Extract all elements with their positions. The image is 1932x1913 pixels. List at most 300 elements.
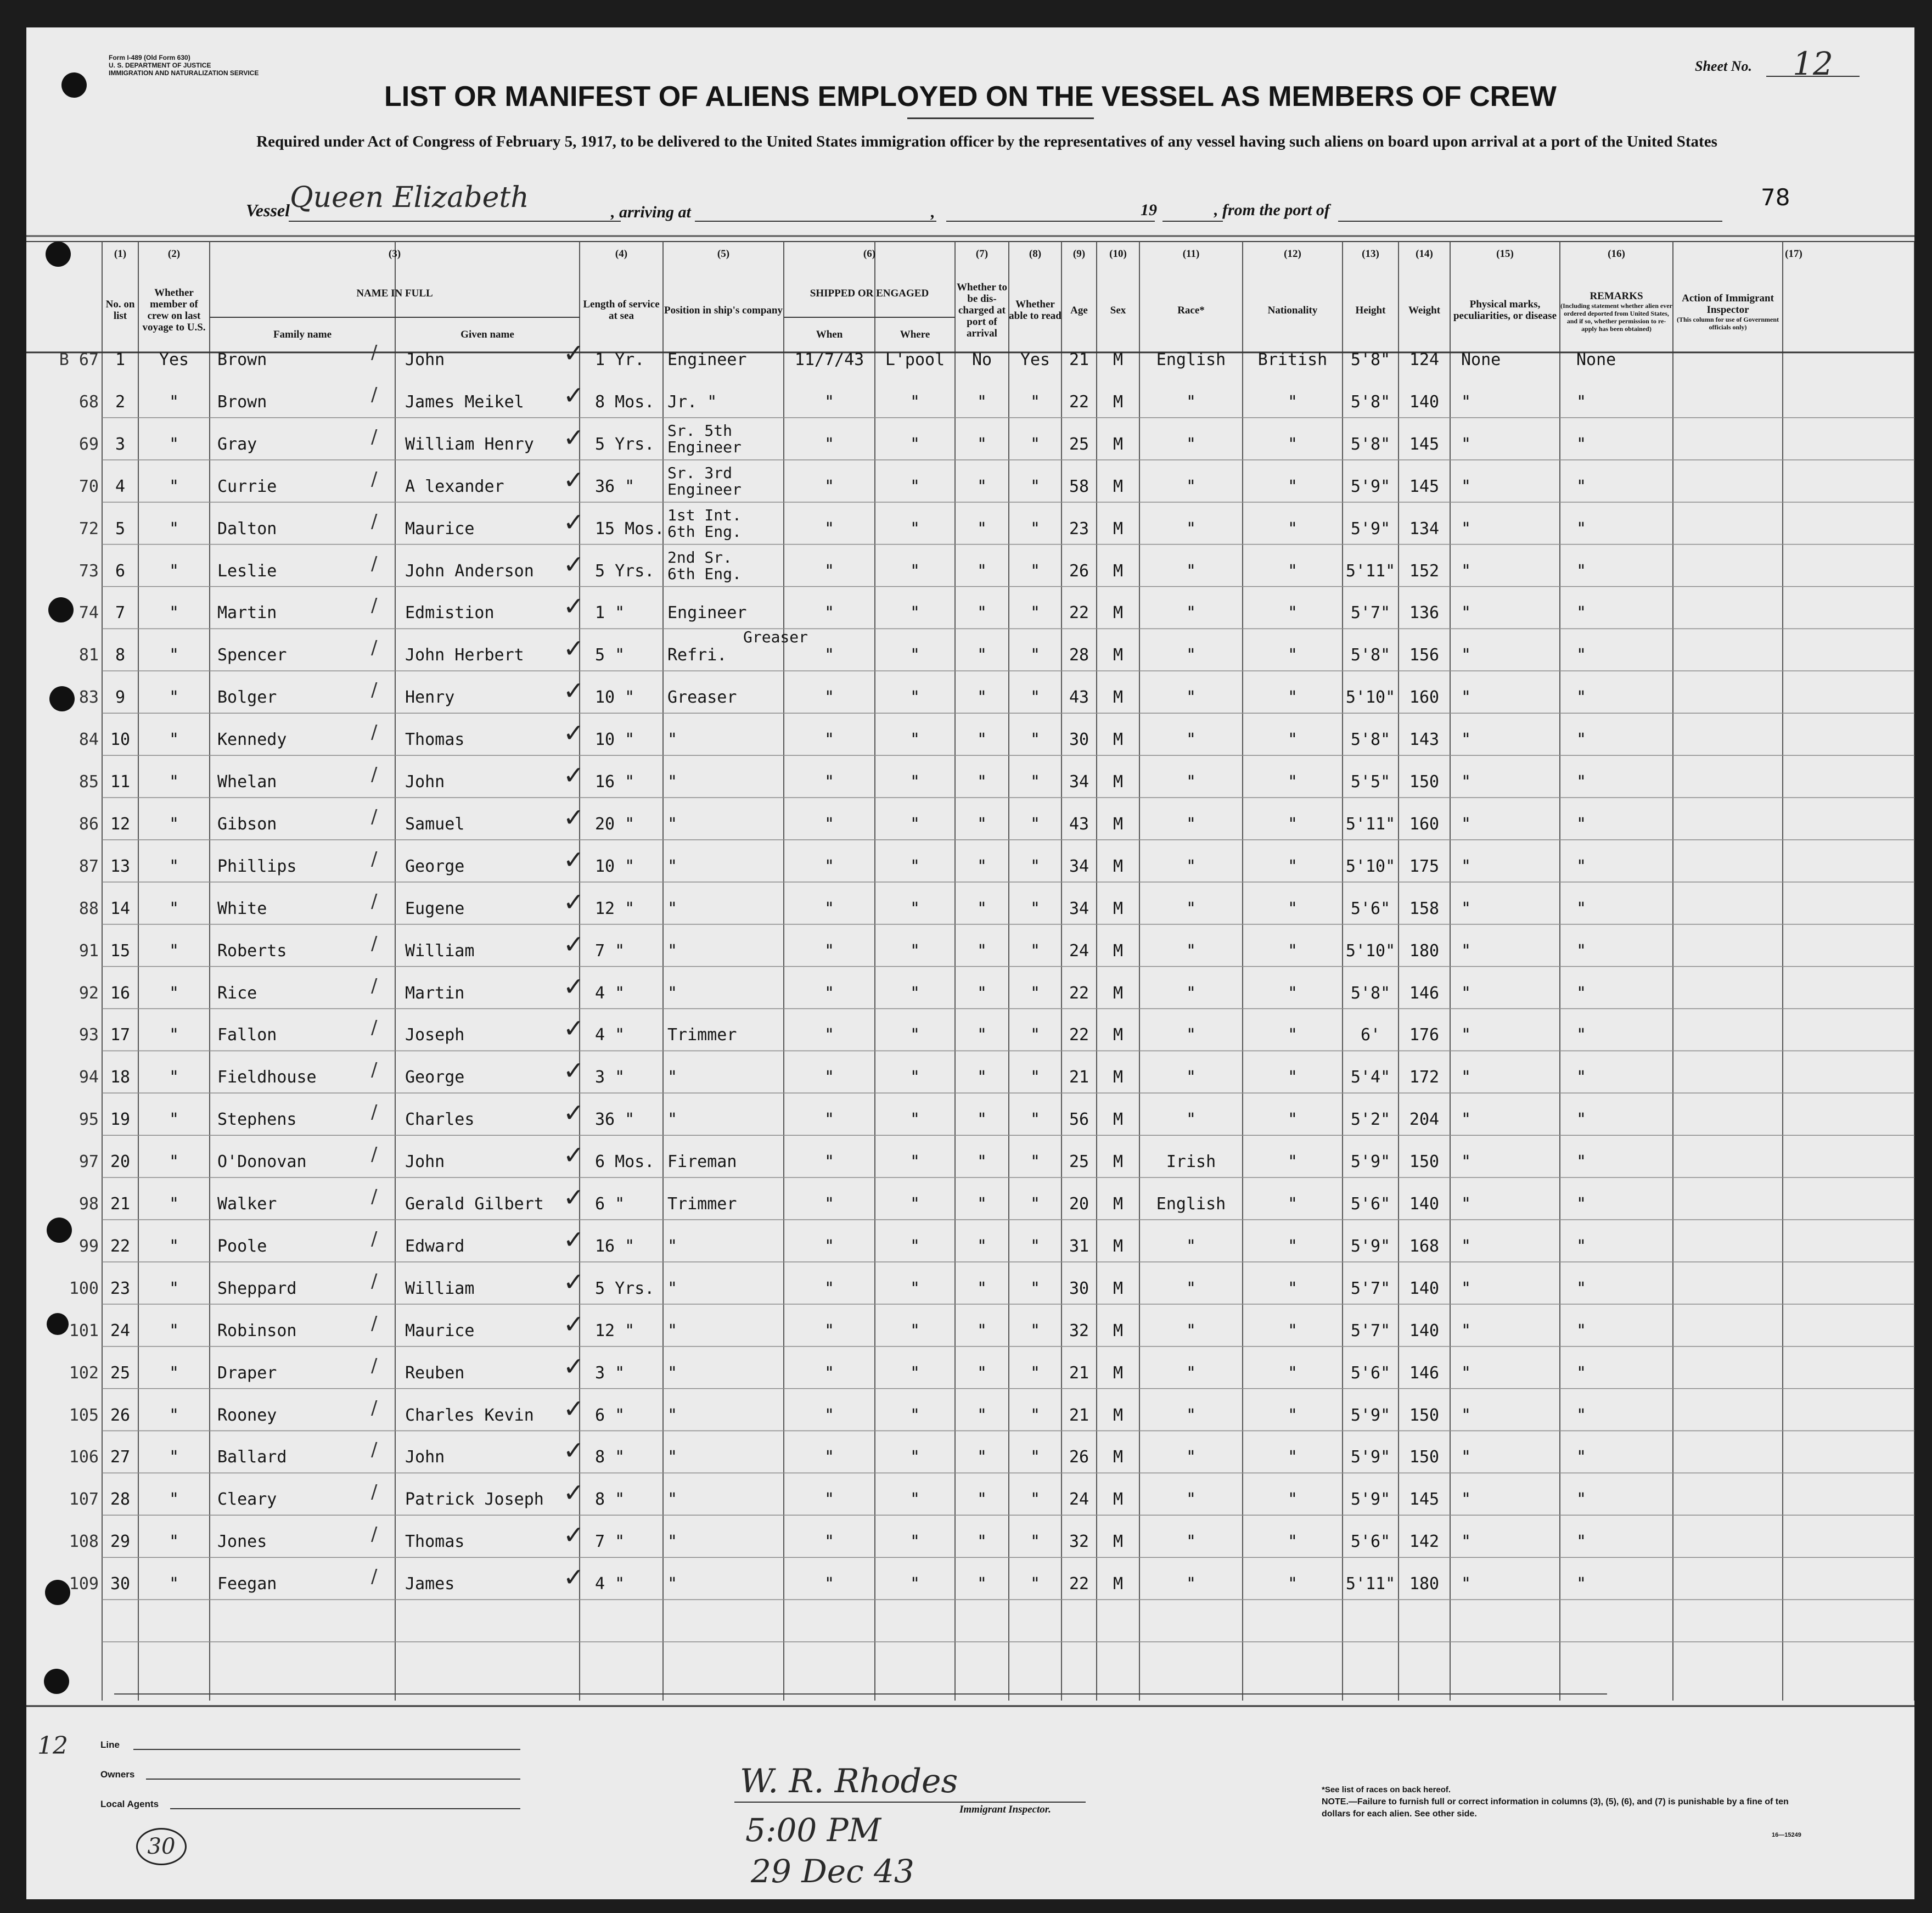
shipped-where: " [909, 1194, 920, 1214]
to-be-discharged: " [976, 1110, 987, 1130]
age: 30 [1069, 1278, 1089, 1298]
age: 25 [1069, 434, 1089, 454]
family-name: Leslie [217, 561, 277, 581]
page-subtitle: Required under Act of Congress of February 5, 1917, to be delivered to the United States immigration officer by the representatives of any vessel having such aliens on board upon arrival at a port of the United States [256, 133, 1717, 150]
sex: M [1113, 476, 1124, 496]
physical-marks: " [1461, 1363, 1472, 1383]
shipped-when: " [824, 476, 835, 496]
manifest-number: 84 [78, 730, 99, 750]
length-of-service: 5 Yrs. [595, 1278, 655, 1298]
physical-marks: " [1461, 434, 1472, 454]
weight: 152 [1409, 561, 1440, 581]
given-name: Joseph [405, 1025, 465, 1045]
physical-marks: " [1461, 983, 1472, 1003]
length-of-service: 16 " [595, 1236, 635, 1256]
position: " [667, 730, 678, 750]
family-name: Phillips [217, 856, 297, 876]
sex: M [1113, 603, 1124, 623]
vessel-name: Queen Elizabeth [290, 181, 529, 214]
manifest-number: 108 [69, 1532, 99, 1552]
row-number: 6 [115, 561, 126, 581]
race: English [1156, 1194, 1226, 1214]
check-mark: ✓ [563, 929, 585, 959]
remarks: " [1576, 772, 1587, 792]
able-to-read: " [1030, 899, 1041, 918]
race: " [1186, 1278, 1197, 1298]
last-voyage: " [169, 899, 179, 918]
manifest-number: 95 [78, 1110, 99, 1130]
position: Trimmer [667, 1025, 737, 1045]
check-mark: ✓ [563, 1562, 585, 1592]
action-title: Action of Immigrant Inspector [1682, 292, 1774, 316]
race: " [1186, 434, 1197, 454]
given-name: Patrick Joseph [405, 1490, 544, 1510]
weight: 150 [1409, 772, 1440, 792]
manifest-number: 93 [78, 1025, 99, 1045]
last-voyage: " [169, 392, 179, 412]
race: " [1186, 814, 1197, 834]
name-tick: / [371, 805, 378, 828]
col-shipped-or-engaged: SHIPPED OR ENGAGED [810, 287, 929, 299]
sheet-no-label: Sheet No. [1695, 58, 1752, 74]
weight: 150 [1409, 1448, 1440, 1467]
given-name: William [405, 941, 475, 961]
row-number: 24 [110, 1321, 131, 1340]
print-code: 16—15249 [1772, 1832, 1801, 1838]
sex: M [1113, 856, 1124, 876]
age: 26 [1069, 1448, 1089, 1467]
sex: M [1113, 899, 1124, 918]
to-be-discharged: " [976, 1490, 987, 1510]
name-tick: / [371, 890, 378, 912]
row-number: 13 [110, 856, 131, 876]
to-be-discharged: " [976, 688, 987, 708]
last-voyage: " [169, 1574, 179, 1594]
remarks: " [1576, 603, 1587, 623]
weight: 146 [1409, 1363, 1440, 1383]
length-of-service: 36 " [595, 1110, 635, 1130]
given-name: Reuben [405, 1363, 465, 1383]
weight: 150 [1409, 1405, 1440, 1425]
remarks: " [1576, 730, 1587, 750]
sex: M [1113, 1448, 1124, 1467]
col-member-last-voyage: Whether member of crew on last voyage to U.S. [142, 287, 206, 333]
physical-marks: " [1461, 899, 1472, 918]
weight: 180 [1409, 941, 1440, 961]
department: U. S. DEPARTMENT OF JUSTICE [109, 61, 211, 69]
nationality: " [1287, 856, 1298, 876]
shipped-where: " [909, 1405, 920, 1425]
position: " [667, 1363, 678, 1383]
remarks: " [1576, 814, 1587, 834]
check-mark: ✓ [563, 718, 585, 748]
length-of-service: 6 Mos. [595, 1152, 655, 1172]
race: " [1186, 1448, 1197, 1467]
last-voyage: " [169, 1448, 179, 1467]
last-voyage: " [169, 561, 179, 581]
row-number: 21 [110, 1194, 131, 1214]
sex: M [1113, 1152, 1124, 1172]
position: Greaser [667, 688, 737, 708]
shipped-where: L'pool [885, 350, 945, 369]
last-voyage: " [169, 983, 179, 1003]
remarks: " [1576, 1532, 1587, 1552]
shipped-where: " [909, 1025, 920, 1045]
row-number: 14 [110, 899, 131, 918]
race: " [1186, 1405, 1197, 1425]
shipped-where: " [909, 1278, 920, 1298]
physical-marks: " [1461, 1532, 1472, 1552]
given-name: John [405, 772, 445, 792]
age: 21 [1069, 350, 1089, 369]
shipped-when: " [824, 519, 835, 538]
name-tick: / [371, 1186, 378, 1208]
nationality: British [1257, 350, 1328, 369]
last-voyage: " [169, 1025, 179, 1045]
sex: M [1113, 1574, 1124, 1594]
last-voyage: " [169, 1236, 179, 1256]
to-be-discharged: " [976, 519, 987, 538]
check-mark: ✓ [563, 591, 585, 621]
row-number: 27 [110, 1448, 131, 1467]
nationality: " [1287, 476, 1298, 496]
position: " [667, 1448, 678, 1467]
length-of-service: 6 " [595, 1194, 625, 1214]
given-name: William Henry [405, 434, 534, 454]
row-number: 29 [110, 1532, 131, 1552]
inspector-signature: W. R. Rhodes [740, 1762, 958, 1800]
column-number: (11) [1182, 248, 1200, 260]
race: " [1186, 688, 1197, 708]
manifest-number: 74 [78, 603, 99, 623]
length-of-service: 12 " [595, 1321, 635, 1340]
col-physical-marks: Physical marks, peculiarities, or disease [1453, 299, 1557, 322]
weight: 140 [1409, 392, 1440, 412]
last-voyage: " [169, 814, 179, 834]
nationality: " [1287, 646, 1298, 665]
owners-label: Owners [100, 1769, 135, 1780]
last-voyage: " [169, 1490, 179, 1510]
weight: 160 [1409, 814, 1440, 834]
family-name: Brown [217, 350, 267, 369]
shipped-where: " [909, 1321, 920, 1340]
physical-marks: " [1461, 519, 1472, 538]
given-name: Charles Kevin [405, 1405, 534, 1425]
able-to-read: " [1030, 1448, 1041, 1467]
position: Jr. " [667, 392, 717, 412]
age: 24 [1069, 1490, 1089, 1510]
sex: M [1113, 1532, 1124, 1552]
nationality: " [1287, 1574, 1298, 1594]
family-name: Stephens [217, 1110, 297, 1130]
nationality: " [1287, 688, 1298, 708]
manifest-number: 86 [78, 814, 99, 834]
able-to-read: " [1030, 646, 1041, 665]
column-number: (15) [1496, 248, 1514, 260]
age: 28 [1069, 646, 1089, 665]
race: " [1186, 772, 1197, 792]
able-to-read: " [1030, 1363, 1041, 1383]
shipped-where: " [909, 434, 920, 454]
name-tick: / [371, 1354, 378, 1377]
age: 43 [1069, 688, 1089, 708]
to-be-discharged: " [976, 899, 987, 918]
last-voyage: " [169, 730, 179, 750]
given-name: John [405, 1448, 445, 1467]
page-title: LIST OR MANIFEST OF ALIENS EMPLOYED ON THE VESSEL AS MEMBERS OF CREW [384, 81, 1557, 113]
given-name: Samuel [405, 814, 465, 834]
age: 58 [1069, 476, 1089, 496]
check-mark: ✓ [563, 1435, 585, 1466]
given-name: William [405, 1278, 475, 1298]
height: 5'8" [1350, 392, 1391, 412]
length-of-service: 16 " [595, 772, 635, 792]
check-mark: ✓ [563, 1393, 585, 1423]
position: " [667, 1321, 678, 1340]
to-be-discharged: " [976, 730, 987, 750]
row-number: 1 [115, 350, 126, 369]
height: 5'4" [1350, 1068, 1391, 1087]
check-mark: ✓ [563, 844, 585, 874]
race: " [1186, 392, 1197, 412]
height: 5'8" [1350, 350, 1391, 369]
weight: 160 [1409, 688, 1440, 708]
to-be-discharged: " [976, 1236, 987, 1256]
position: " [667, 814, 678, 834]
sex: M [1113, 772, 1124, 792]
to-be-discharged: " [976, 772, 987, 792]
shipped-when: " [824, 603, 835, 623]
height: 5'7" [1350, 1321, 1391, 1340]
name-tick: / [371, 341, 378, 363]
age: 25 [1069, 1152, 1089, 1172]
name-tick: / [371, 1396, 378, 1419]
able-to-read: " [1030, 561, 1041, 581]
manifest-number: 68 [78, 392, 99, 412]
position: " [667, 983, 678, 1003]
weight: 140 [1409, 1194, 1440, 1214]
able-to-read: " [1030, 730, 1041, 750]
remarks: " [1576, 1574, 1587, 1594]
family-name: Bolger [217, 688, 277, 708]
column-number: (14) [1416, 248, 1433, 260]
position: " [667, 1532, 678, 1552]
able-to-read: " [1030, 1574, 1041, 1594]
age: 43 [1069, 814, 1089, 834]
physical-marks: " [1461, 941, 1472, 961]
remarks: " [1576, 1110, 1587, 1130]
position: Fireman [667, 1152, 737, 1172]
sex: M [1113, 1490, 1124, 1510]
physical-marks: " [1461, 1448, 1472, 1467]
action-note: (This column for use of Government officials only) [1676, 315, 1779, 331]
age: 26 [1069, 561, 1089, 581]
length-of-service: 5 Yrs. [595, 434, 655, 454]
row-number: 19 [110, 1110, 131, 1130]
race: Irish [1166, 1152, 1216, 1172]
shipped-when: " [824, 983, 835, 1003]
height: 5'9" [1350, 476, 1391, 496]
shipped-when: " [824, 1025, 835, 1045]
race: " [1186, 646, 1197, 665]
weight: 145 [1409, 434, 1440, 454]
binder-hole [46, 242, 71, 267]
nationality: " [1287, 1532, 1298, 1552]
remarks: " [1576, 646, 1587, 665]
manifest-number: 92 [78, 983, 99, 1003]
able-to-read: " [1030, 941, 1041, 961]
nationality: " [1287, 1448, 1298, 1467]
form-id: Form I-489 (Old Form 630) [109, 54, 190, 61]
position: " [667, 772, 678, 792]
shipped-where: " [909, 772, 920, 792]
col-name-in-full: NAME IN FULL [356, 287, 433, 299]
check-mark: ✓ [563, 422, 585, 452]
able-to-read: Yes [1020, 350, 1051, 369]
name-tick: / [371, 721, 378, 744]
manifest-number: 101 [69, 1321, 99, 1340]
check-mark: ✓ [563, 380, 585, 410]
name-tick: / [371, 1059, 378, 1081]
family-name: Walker [217, 1194, 277, 1214]
sex: M [1113, 941, 1124, 961]
shipped-when: " [824, 1532, 835, 1552]
race-note: *See list of races on back hereof. [1322, 1785, 1451, 1794]
nationality: " [1287, 1236, 1298, 1256]
to-be-discharged: " [976, 1532, 987, 1552]
nationality: " [1287, 772, 1298, 792]
nationality: " [1287, 1110, 1298, 1130]
age: 24 [1069, 941, 1089, 961]
to-be-discharged: " [976, 392, 987, 412]
check-mark: ✓ [563, 1056, 585, 1086]
name-tick: / [371, 1312, 378, 1334]
sex: M [1113, 1278, 1124, 1298]
circled-total: 30 [136, 1828, 187, 1865]
age: 32 [1069, 1532, 1089, 1552]
weight: 143 [1409, 730, 1440, 750]
col-length-of-service: Length of service at sea [583, 299, 660, 322]
able-to-read: " [1030, 1068, 1041, 1087]
to-be-discharged: " [976, 434, 987, 454]
age: 22 [1069, 1574, 1089, 1594]
sex: M [1113, 646, 1124, 665]
to-be-discharged: " [976, 1152, 987, 1172]
column-number: (6) [863, 248, 876, 260]
shipped-when: " [824, 1278, 835, 1298]
given-name: A lexander [405, 476, 504, 496]
shipped-where: " [909, 1110, 920, 1130]
given-name: George [405, 856, 465, 876]
shipped-when: " [824, 561, 835, 581]
race: " [1186, 899, 1197, 918]
weight: 140 [1409, 1278, 1440, 1298]
remarks: " [1576, 1068, 1587, 1087]
age: 56 [1069, 1110, 1089, 1130]
nationality: " [1287, 1363, 1298, 1383]
remarks: " [1576, 856, 1587, 876]
height: 5'9" [1350, 1490, 1391, 1510]
able-to-read: " [1030, 1194, 1041, 1214]
remarks-note: (Including statement whether alien ever ordered deported from United States, and if so, whether permission to re-apply has been obtained) [1560, 302, 1672, 333]
physical-marks: " [1461, 1152, 1472, 1172]
able-to-read: " [1030, 688, 1041, 708]
nationality: " [1287, 899, 1298, 918]
remarks-title: REMARKS [1590, 290, 1643, 302]
name-tick: / [371, 1017, 378, 1039]
manifest-number: 70 [78, 476, 99, 496]
age: 22 [1069, 392, 1089, 412]
shipped-when: " [824, 1068, 835, 1087]
weight: 124 [1409, 350, 1440, 369]
remarks: " [1576, 476, 1587, 496]
height: 5'5" [1350, 772, 1391, 792]
to-be-discharged: " [976, 941, 987, 961]
nationality: " [1287, 1025, 1298, 1045]
shipped-where: " [909, 519, 920, 538]
to-be-discharged: " [976, 1025, 987, 1045]
shipped-when: " [824, 1448, 835, 1467]
shipped-where: " [909, 688, 920, 708]
last-voyage: " [169, 1532, 179, 1552]
shipped-when: " [824, 899, 835, 918]
length-of-service: 5 Yrs. [595, 561, 655, 581]
col-nationality: Nationality [1267, 304, 1318, 316]
position: Engineer [667, 350, 747, 369]
family-name: Poole [217, 1236, 267, 1256]
length-of-service: 4 " [595, 983, 625, 1003]
last-voyage: " [169, 941, 179, 961]
physical-marks: " [1461, 1490, 1472, 1510]
able-to-read: " [1030, 434, 1041, 454]
shipped-where: " [909, 561, 920, 581]
able-to-read: " [1030, 814, 1041, 834]
manifest-number: 91 [78, 941, 99, 961]
shipped-where: " [909, 1152, 920, 1172]
row-number: 8 [115, 646, 126, 665]
manifest-number: 100 [69, 1278, 99, 1298]
height: 5'9" [1350, 1236, 1391, 1256]
last-voyage: " [169, 434, 179, 454]
physical-marks: " [1461, 1110, 1472, 1130]
name-tick: / [371, 1523, 378, 1546]
check-mark: ✓ [563, 676, 585, 706]
position: Engineer [667, 603, 747, 623]
remarks: None [1576, 350, 1616, 369]
name-tick: / [371, 848, 378, 870]
last-voyage: " [169, 519, 179, 538]
to-be-discharged: " [976, 1405, 987, 1425]
given-name: Maurice [405, 519, 475, 538]
age: 30 [1069, 730, 1089, 750]
length-of-service: 20 " [595, 814, 635, 834]
last-voyage: " [169, 1405, 179, 1425]
name-tick: / [371, 637, 378, 659]
height: 5'6" [1350, 1363, 1391, 1383]
race: " [1186, 1110, 1197, 1130]
last-voyage: " [169, 1321, 179, 1340]
check-mark: ✓ [563, 802, 585, 832]
family-name: Rice [217, 983, 257, 1003]
nationality: " [1287, 561, 1298, 581]
height: 5'7" [1350, 1278, 1391, 1298]
family-name: Fieldhouse [217, 1068, 317, 1087]
family-name: White [217, 899, 267, 918]
weight: 180 [1409, 1574, 1440, 1594]
column-number: (10) [1109, 248, 1127, 260]
physical-marks: " [1461, 1068, 1472, 1087]
remarks: " [1576, 1363, 1587, 1383]
